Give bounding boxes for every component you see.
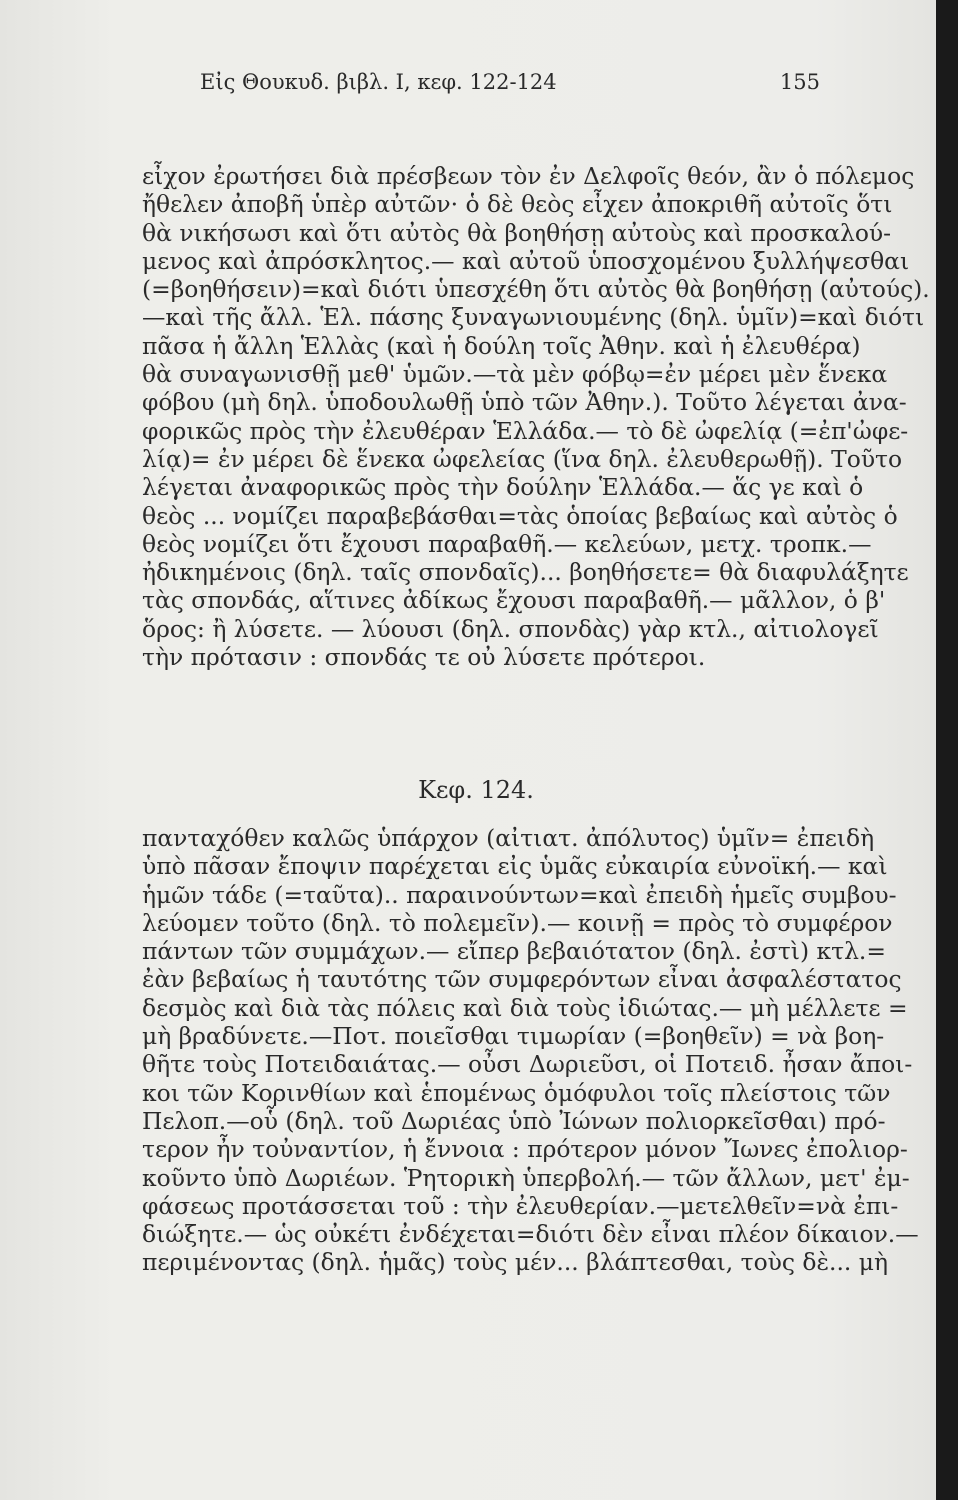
text-line: περιμένοντας (δηλ. ἡμᾶς) τοὺς μέν... βλάπτεσθαι, τοὺς δὲ... μὴ [142,1248,888,1277]
text-line: θεὸς ... νομίζει παραβεβάσθαι=τὰς ὁποίας βεβαίως καὶ αὐτὸς ὁ [142,501,898,530]
text-line: πανταχόθεν καλῶς ὑπάρχον (αἰτιατ. ἀπόλυτος) ὑμῖν= ἐπειδὴ [142,824,875,852]
text-line: κοῦντο ὑπὸ Δωριέων. Ῥητορικὴ ὑπερβολή.— τῶν ἄλλων, μετ' ἐμ- [142,1163,910,1192]
text-line: δεσμὸς καὶ διὰ τὰς πόλεις καὶ διὰ τοὺς ἰδιώτας.— μὴ μέλλετε = [142,993,908,1022]
text-line: διώξητε.— ὡς οὐκέτι ἐνδέχεται=διότι δὲν εἶναι πλέον δίκαιον.— [142,1220,919,1249]
text-line: ἠδικημένοις (δηλ. ταῖς σπονδαῖς)... βοηθήσετε= θὰ διαφυλάξητε [142,558,909,587]
text-line: κοι τῶν Κορινθίων καὶ ἑπομένως ὁμόφυλοι τοῖς πλείστοις τῶν [142,1078,891,1107]
text-line: θὰ συναγωνισθῇ μεθ' ὑμῶν.—τὰ μὲν φόβῳ=ἐν μέρει μὲν ἕνεκα [142,360,888,389]
text-line: ἡμῶν τάδε (=ταῦτα).. παραινούντων=καὶ ἐπειδὴ ἡμεῖς συμβου- [142,880,897,909]
section-heading: Κεφ. 124. [418,776,534,804]
text-line: ἤθελεν ἀποβῆ ὑπὲρ αὐτῶν· ὁ δὲ θεὸς εἶχεν ἀποκριθῆ αὐτοῖς ὅτι [142,190,893,219]
text-line: πάντων τῶν συμμάχων.— εἴπερ βεβαιότατον (δηλ. ἐστὶ) κτλ.= [142,937,886,966]
text-line: τὰς σπονδάς, αἵτινες ἀδίκως ἔχουσι παραβαθῆ.— μᾶλλον, ὁ β' [142,586,886,615]
text-line: πᾶσα ἡ ἄλλη Ἑλλὰς (καὶ ἡ δούλη τοῖς Ἀθην. καὶ ἡ ἐλευθέρα) [142,331,861,360]
text-line: —καὶ τῆς ἄλλ. Ἑλ. πάσης ξυναγωνιουμένης (δηλ. ὑμῖν)=καὶ διότι [142,303,925,332]
text-line: τερον ἦν τοὐναντίον, ἡ ἔννοια : πρότερον μόνον Ἴωνες ἐπολιορ- [142,1135,908,1164]
text-line: ὅρος: ἢ λύσετε. — λύουσι (δηλ. σπονδὰς) γὰρ κτλ., αἰτιολογεῖ [142,614,879,643]
text-line: μὴ βραδύνετε.—Ποτ. ποιεῖσθαι τιμωρίαν (=βοηθεῖν) = νὰ βοη- [142,1022,885,1051]
text-line: εἶχον ἐρωτήσει διὰ πρέσβεων τὸν ἐν Δελφοῖς θεόν, ἂν ὁ πόλεμος [142,162,915,190]
text-line: θὰ νικήσωσι καὶ ὅτι αὐτὸς θὰ βοηθήσῃ αὐτοὺς καὶ προσκαλού- [142,218,892,247]
page-header [200,70,820,104]
text-line: θεὸς νομίζει ὅτι ἔχουσι παραβαθῆ.— κελεύων, μετχ. τροπκ.— [142,529,872,558]
text-line: λεύομεν τοῦτο (δηλ. τὸ πολεμεῖν).— κοινῇ = πρὸς τὸ συμφέρον [142,908,893,937]
text-line: ὑπὸ πᾶσαν ἔποψιν παρέχεται εἰς ὑμᾶς εὐκαιρία εὐνοϊκή.— καὶ [142,852,888,881]
text-line: φάσεως προτάσσεται τοῦ : τὴν ἐλευθερίαν.—μετελθεῖν=νὰ ἐπι- [142,1191,899,1220]
text-line: Πελοπ.—οὗ (δηλ. τοῦ Δωριέας ὑπὸ Ἰώνων πολιορκεῖσθαι) πρό- [142,1106,886,1135]
scan-edge-shadow [936,0,958,1500]
text-line: φορικῶς πρὸς τὴν ἐλευθέραν Ἑλλάδα.— τὸ δὲ ὠφελίᾳ (=ἐπ'ὠφε- [142,416,909,445]
commentary-section-123 [142,162,930,672]
commentary-section-124 [142,824,919,1277]
text-line: λίᾳ)= ἐν μέρει δὲ ἕνεκα ὠφελείας (ἵνα δηλ. ἐλευθερωθῇ). Τοῦτο [142,444,903,473]
page-number: 155 [779,70,820,94]
text-line: ἐὰν βεβαίως ἡ ταυτότης τῶν συμφερόντων εἶναι ἀσφαλέστατος [142,965,902,994]
text-line: τὴν πρότασιν : σπονδάς τε οὐ λύσετε πρότεροι. [142,643,706,672]
running-title: Εἰς Θουκυδ. βιβλ. Ι, κεφ. 122-124 [200,70,557,94]
text-line: (=βοηθήσειν)=καὶ διότι ὑπεσχέθη ὅτι αὐτὸς θὰ βοηθήσῃ (αὐτούς). [142,275,930,304]
text-line: λέγεται ἀναφορικῶς πρὸς τὴν δούλην Ἑλλάδα.— ἅς γε καὶ ὁ [142,473,864,502]
text-line: μενος καὶ ἀπρόσκλητος.— καὶ αὐτοῦ ὑποσχομένου ξυλλήψεσθαι [142,246,910,275]
text-line: φόβου (μὴ δηλ. ὑποδουλωθῇ ὑπὸ τῶν Ἀθην.). Τοῦτο λέγεται ἀνα- [142,388,907,417]
text-line: θῆτε τοὺς Ποτειδαιάτας.— οὖσι Δωριεῦσι, οἱ Ποτειδ. ἦσαν ἄποι- [142,1050,913,1079]
